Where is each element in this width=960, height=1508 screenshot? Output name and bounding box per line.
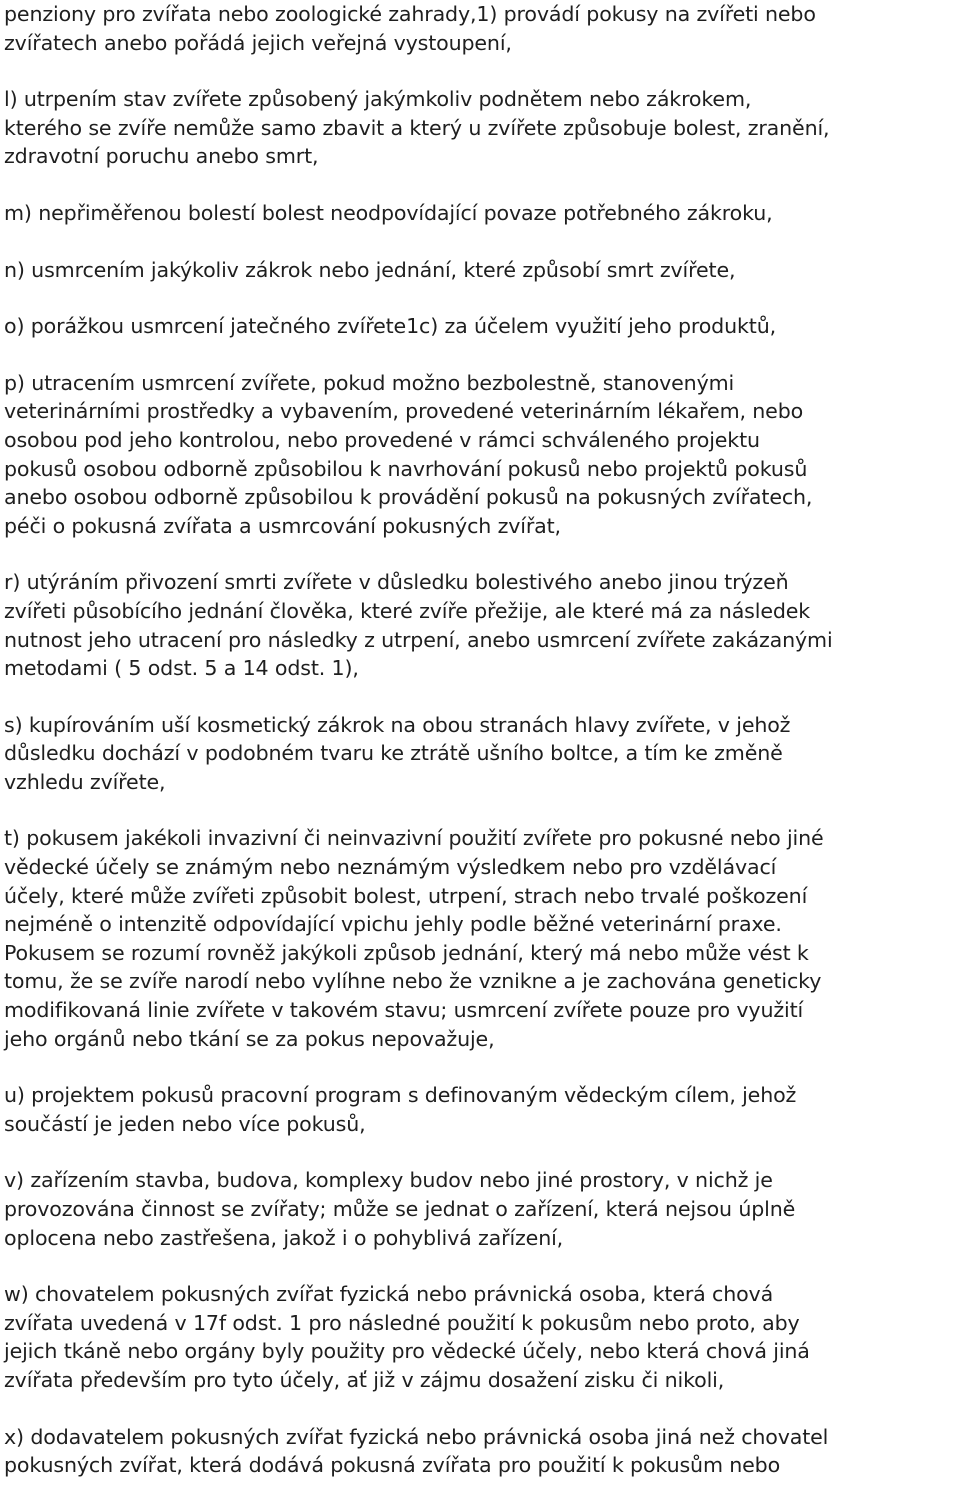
- paragraph-t-pokus: t) pokusem jakékoli invazivní či neinvazivní použití zvířete pro pokusné nebo jiné vědecké účely se známým nebo neznámým výsledkem nebo pro vzdělávací účely, které může zvířeti způsobit bolest, utrpení, strach nebo trvalé poškození nejméně o intenzitě odpovídající vpichu jehly podle běžné veterinární praxe. Pokusem se rozumí rovněž jakýkoli způsob jednání, který má nebo může vést k tomu, že se zvíře narodí nebo vylíhne nebo že vznikne a je zachována geneticky modifikovaná linie zvířete v takovém stavu; usmrcení zvířete pouze pro využití jeho orgánů nebo tkání se za pokus nepovažuje,: [4, 826, 824, 1051]
- paragraph-l-utrpeni: l) utrpením stav zvířete způsobený jakýmkoliv podnětem nebo zákrokem, kterého se zvíře nemůže samo zbavit a který u zvířete způsobuje bolest, zranění, zdravotní poruchu anebo smrt,: [4, 87, 830, 169]
- paragraph-v-zarizeni: v) zařízením stavba, budova, komplexy budov nebo jiné prostory, v nichž je provozována činnost se zvířaty; může se jednat o zařízení, která nejsou úplně oplocena nebo zastřešena, jakož i o pohyblivá zařízení,: [4, 1168, 796, 1250]
- paragraph-intro-continuation: penziony pro zvířata nebo zoologické zahrady,1) provádí pokusy na zvířeti nebo zvířatech anebo pořádá jejich veřejná vystoupení,: [4, 2, 816, 55]
- paragraph-n-usmrceni: n) usmrcením jakýkoliv zákrok nebo jednání, které způsobí smrt zvířete,: [4, 257, 736, 282]
- paragraph-m-neprimerena-bolest: m) nepřiměřenou bolestí bolest neodpovídající povaze potřebného zákroku,: [4, 200, 773, 225]
- paragraph-u-projekt-pokusu: u) projektem pokusů pracovní program s definovaným vědeckým cílem, jehož součástí je jeden nebo více pokusů,: [4, 1083, 797, 1136]
- paragraph-r-utyrani: r) utýráním přivození smrti zvířete v důsledku bolestivého anebo jinou trýzeň zvířeti působícího jednání člověka, které zvíře přežije, ale které má za následek nutnost jeho utracení pro následky z utrpení, anebo usmrcení zvířete zakázanými metodami ( 5 odst. 5 a 14 odst. 1),: [4, 570, 833, 681]
- document-body: [4, 0, 956, 1508]
- paragraph-o-porazka: o) porážkou usmrcení jatečného zvířete1c) za účelem využití jeho produktů,: [4, 314, 777, 339]
- paragraph-p-utraceni: p) utracením usmrcení zvířete, pokud možno bezbolestně, stanovenými veterinárními prostředky a vybavením, provedené veterinárním lékařem, nebo osobou pod jeho kontrolou, nebo provedené v rámci schváleného projektu pokusů osobou odborně způsobilou k navrhování pokusů nebo projektů pokusů anebo osobou odborně způsobilou k provádění pokusů na pokusných zvířatech, péči o pokusná zvířata a usmrcování pokusných zvířat,: [4, 370, 813, 538]
- paragraph-s-kupirovani-usi: s) kupírováním uší kosmetický zákrok na obou stranách hlavy zvířete, v jehož důsledku dochází v podobném tvaru ke ztrátě ušního boltce, a tím ke změně vzhledu zvířete,: [4, 712, 791, 794]
- paragraph-w-chovatel: w) chovatelem pokusných zvířat fyzická nebo právnická osoba, která chová zvířata uvedená v 17f odst. 1 pro následné použití k pokusům nebo proto, aby jejich tkáně nebo orgány byly použity pro vědecké účely, nebo která chová jiná zvířata především pro tyto účely, ať již v zájmu dosažení zisku či nikoli,: [4, 1282, 810, 1392]
- paragraph-x-dodavatel: x) dodavatelem pokusných zvířat fyzická nebo právnická osoba jiná než chovatel pokusných zvířat, která dodává pokusná zvířata pro použití k pokusům nebo: [4, 1424, 829, 1478]
